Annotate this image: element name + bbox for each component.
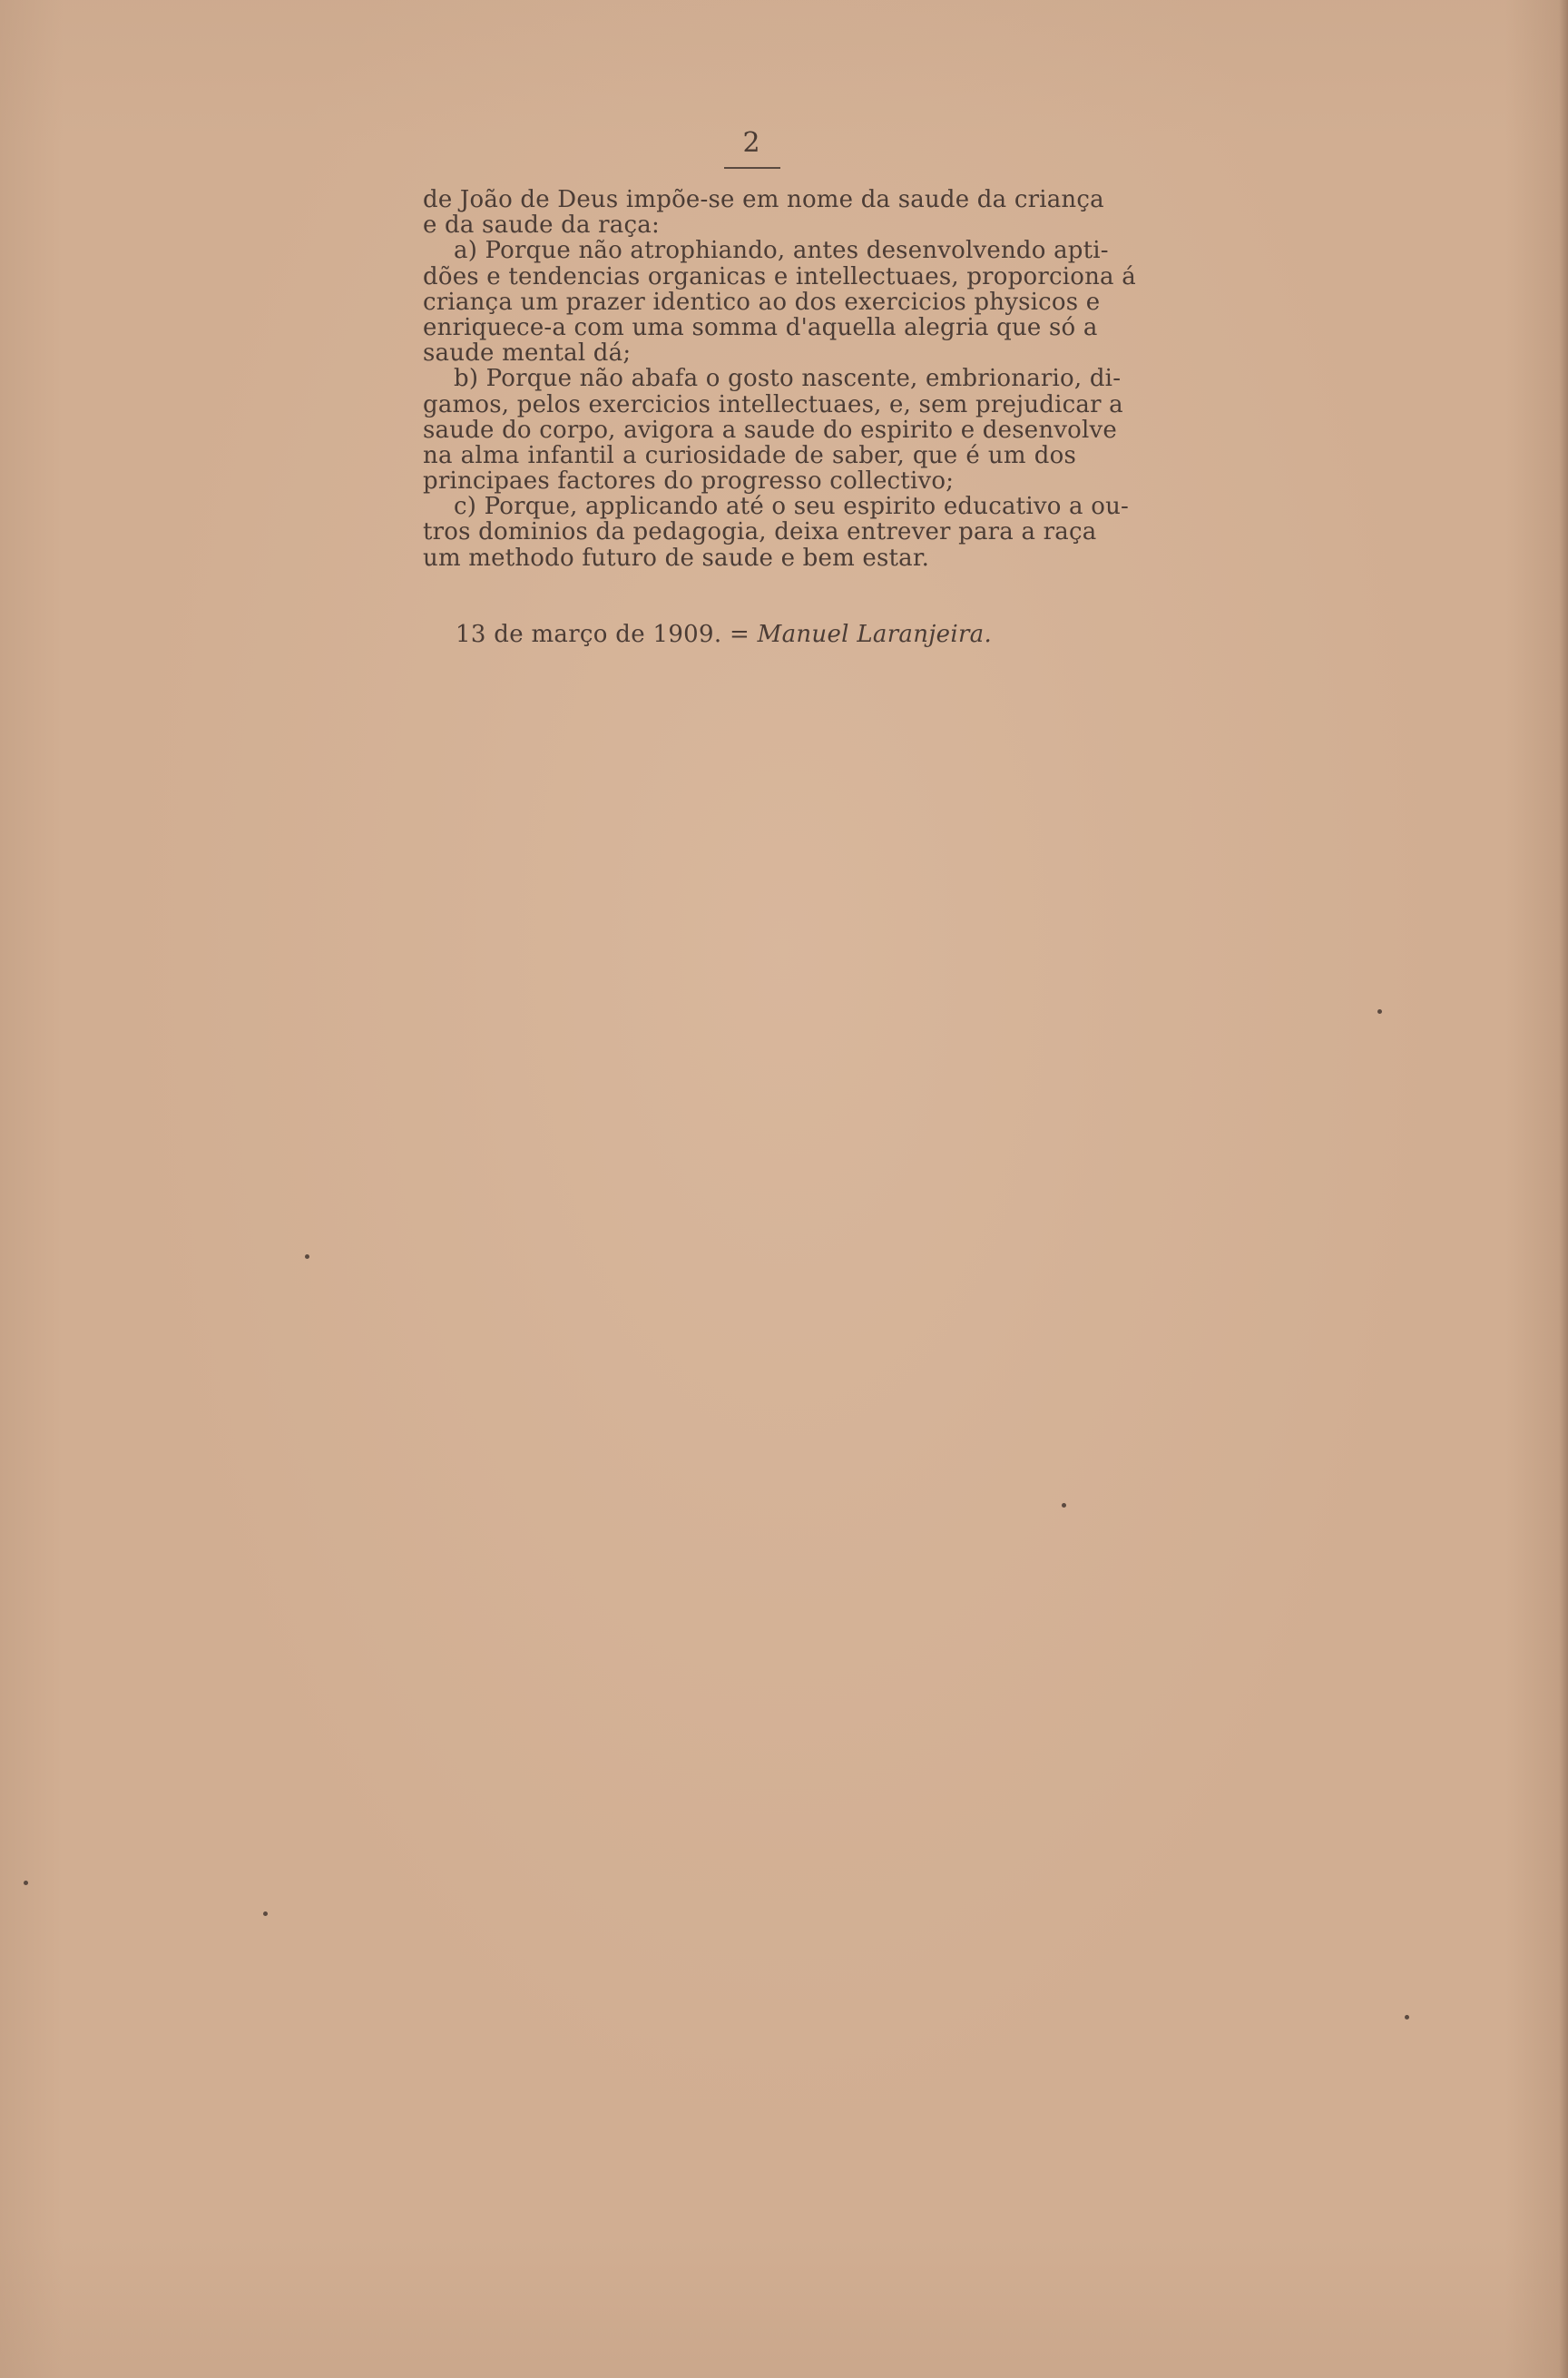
- signature-author: Manuel Laranjeira.: [757, 621, 993, 648]
- text-line: c) Porque, applicando até o seu espirito educativo a ou-: [454, 493, 1129, 521]
- text-line: principaes factores do progresso collectivo;: [423, 467, 955, 496]
- paper-speck: [1062, 1503, 1066, 1508]
- text-line: tros dominios da pedagogia, deixa entrever para a raça: [423, 518, 1097, 546]
- signature-date: 13 de março de 1909. =: [456, 621, 758, 648]
- text-line: e da saude da raça:: [423, 211, 660, 240]
- signature-line: [456, 621, 992, 648]
- text-line: b) Porque não abafa o gosto nascente, embrionario, di-: [454, 365, 1122, 393]
- paper-speck: [1405, 2015, 1409, 2019]
- text-line: gamos, pelos exercicios intellectuaes, e, sem prejudicar a: [423, 390, 1123, 418]
- page-edge-shadow: [1559, 0, 1568, 2378]
- text-line: saude mental dá;: [423, 339, 632, 368]
- page-number-rule: [724, 167, 780, 169]
- text-line: dões e tendencias organicas e intellectuaes, proporciona á: [423, 262, 1136, 290]
- paper-speck: [305, 1254, 309, 1259]
- text-line: criança um prazer identico ao dos exercicios physicos e: [423, 288, 1101, 316]
- body-text: [423, 186, 1136, 572]
- text-line: na alma infantil a curiosidade de saber, que é um dos: [423, 441, 1076, 469]
- paper-speck: [24, 1881, 28, 1885]
- text-line: de João de Deus impõe-se em nome da saude da criança: [423, 186, 1104, 213]
- text-line: um methodo futuro de saude e bem estar.: [423, 544, 930, 572]
- page-number: 2: [742, 127, 760, 159]
- paper-speck: [1377, 1009, 1382, 1014]
- text-line: enriquece-a com uma somma d'aquella alegria que só a: [423, 313, 1098, 341]
- text-line: a) Porque não atrophiando, antes desenvolvendo apti-: [454, 237, 1109, 265]
- text-line: saude do corpo, avigora a saude do espirito e desenvolve: [423, 416, 1118, 444]
- paper-speck: [263, 1911, 268, 1916]
